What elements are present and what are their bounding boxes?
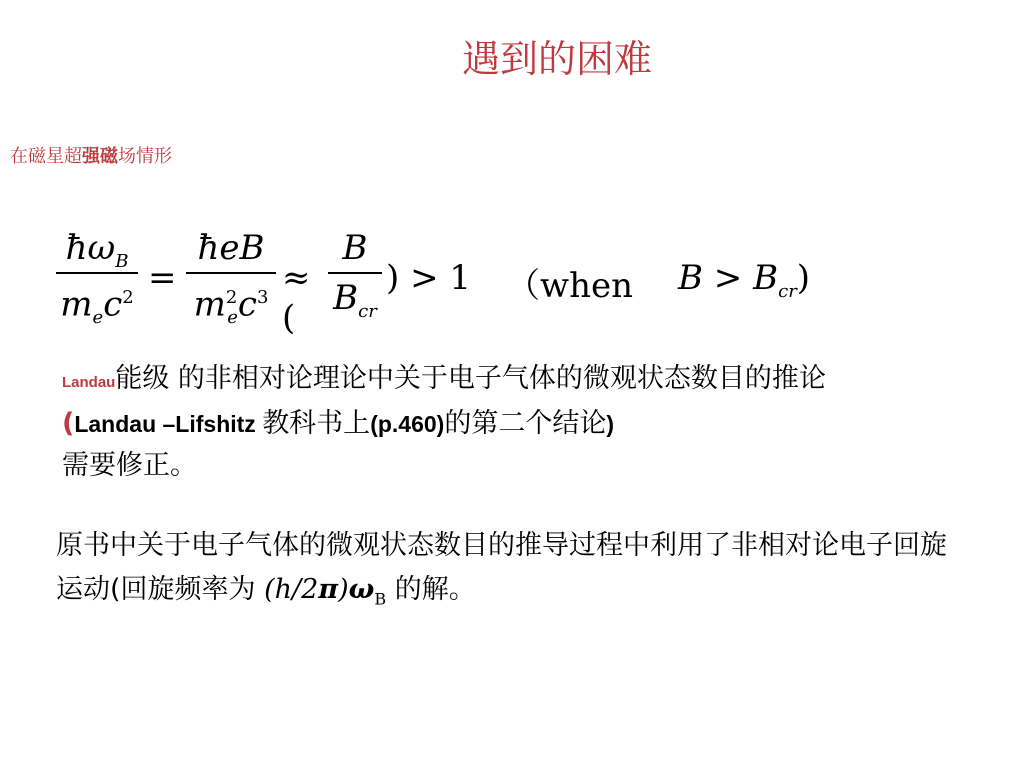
frac1-denominator: m (60, 284, 93, 325)
para2-formula: (h/2 (264, 574, 319, 605)
subtitle-prefix: 在磁星超 (10, 146, 82, 167)
frac3-den-sub: cr (358, 300, 377, 322)
para2-text1: 原书中关于电子气体的微观状态数目的推导过程中利用了非相对论电子回旋运动(回旋频率为 (56, 530, 947, 605)
fraction-bar (186, 272, 276, 274)
frac3-denominator: B (333, 278, 359, 318)
slide-title: 遇到的困难 (461, 37, 652, 81)
para1-red-paren: ( (62, 408, 75, 439)
frac1-den-sup: 2 (122, 287, 134, 308)
fraction-2 (186, 228, 276, 329)
fraction-3 (328, 228, 382, 322)
when-label: （when (506, 266, 634, 306)
fraction-1 (56, 228, 138, 329)
frac1-den-c: c (103, 284, 123, 325)
condition-B: B (678, 258, 703, 298)
para1-bold-close: ) (606, 411, 614, 437)
frac2-denominator: m (193, 284, 226, 325)
paragraph-landau (62, 358, 912, 486)
condition-B2: B (753, 258, 779, 298)
slide-subtitle (10, 142, 172, 168)
condition-sub: cr (778, 280, 797, 302)
frac2-den-c-sup: 3 (256, 287, 269, 308)
subtitle-suffix: 场情形 (118, 146, 172, 167)
condition (678, 258, 810, 302)
condition-close: ) (796, 258, 811, 298)
para1-bold-page: (p.460) (370, 411, 445, 437)
para2-omega-sub: B (374, 589, 387, 609)
equals-sign: = (148, 258, 177, 298)
condition-gt: > (703, 258, 754, 298)
frac3-numerator: B (342, 228, 368, 268)
subtitle-bold: 强磁 (82, 146, 118, 167)
fraction-bar (56, 272, 138, 274)
frac2-numerator: ħeB (197, 228, 265, 268)
frac2-den-sub: e (227, 307, 238, 329)
frac2-den-sup: 2 (225, 287, 238, 308)
frac1-den-sub: e (92, 307, 104, 329)
frac2-den-c: c (237, 284, 257, 325)
para1-text3: 的第二个结论 (444, 408, 607, 439)
para2-omega: ω (348, 574, 375, 605)
para2-formula-close: ) (338, 574, 349, 605)
para1-text4: 需要修正。 (62, 450, 197, 481)
para1-text2: 教科书上 (262, 408, 371, 439)
fraction-bar (328, 272, 382, 274)
landau-label: Landau (62, 374, 116, 391)
greater-than-one: ) > 1 (386, 258, 471, 298)
para1-bold-ref: Landau –Lifshitz (74, 411, 263, 437)
frac1-numerator-sub: B (115, 250, 129, 272)
frac1-numerator: ħω (65, 228, 116, 268)
para2-pi: π (318, 574, 339, 605)
paragraph-derivation (56, 524, 956, 621)
para1-text1: 能级 的非相对论理论中关于电子气体的微观状态数目的推论 (115, 363, 826, 394)
approx-sign: ≈ ( (282, 258, 311, 338)
para2-text2: 的解。 (386, 574, 476, 605)
